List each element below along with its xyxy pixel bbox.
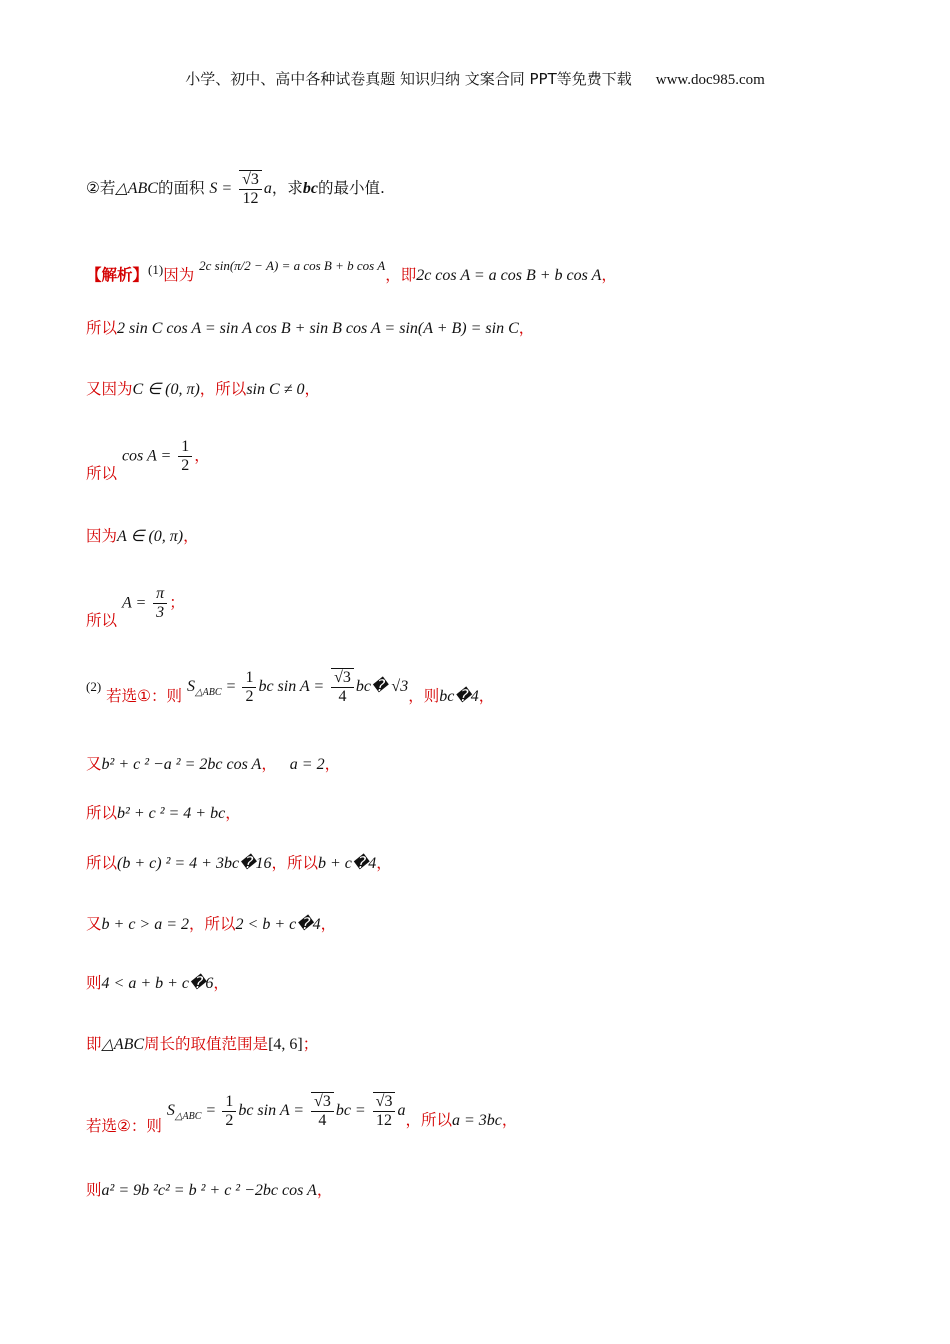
part2-line-6: 则4 < a + b + c�6， (86, 974, 229, 992)
solution-line-4: 所以 cos A = $\frac{1}{2}$ ， (86, 438, 210, 483)
part2-line-9: 则a² = 9b ²c² = b ² + c ² −2bc cos A， (86, 1181, 333, 1199)
part2-line-2: 又b² + c ² −a ² = 2bc cos A， a = 2， (86, 755, 341, 773)
solution-line-1: 【解析】$^{(1)}$因为 $^{2c sin(\pi/2 - A) = a cos B + b cos A}$，即2c cos A = a cos B + b cos A， (86, 258, 617, 284)
fraction: $\frac{√3}{12}$ (239, 170, 262, 208)
part2-line-4: 所以(b + c) ² = 4 + 3bc�16，所以b + c�4， (86, 854, 392, 872)
header-site: www.doc985.com (655, 72, 765, 88)
solution-line-2: 所以2 sin C cos A = sin A cos B + sin B cos A = sin(A + B) = sin C， (86, 319, 535, 337)
solution-line-5: 因为A ∈ (0, π)， (86, 527, 199, 545)
part2-line-1: (2) 若选①：则 $S_{\triangle ABC}$ = $\frac{1}{2}$ bc sin A = $\frac{√3}{4}$ bc� √3，则bc�4， (86, 668, 495, 705)
page-header (0, 68, 950, 89)
part2-line-3: 所以b² + c ² = 4 + bc， (86, 804, 241, 822)
question-2: ②若△ABC的面积 S = $\frac{√3}{12}$ a，求bc的最小值. (86, 171, 385, 207)
header-text: 小学、初中、高中各种试卷真题 知识归纳 文案合同 PPT等免费下载 (185, 70, 632, 88)
part2-line-5: 又b + c > a = 2，所以2 < b + c�4， (86, 915, 337, 933)
solution-line-6: 所以 A = $\frac{\pi}{3}$ ； (86, 585, 185, 630)
part2-line-8: 若选②：则 $S_{\triangle ABC}$ = $\frac{1}{2}$ bc sin A = $\frac{√3}{4}$ bc = $\frac{√3}{12}$ a，所以a = 3bc， (86, 1092, 518, 1135)
solution-line-3: 又因为C ∈ (0, π)，所以sin C ≠ 0， (86, 380, 320, 398)
part2-line-7: 即△ABC周长的取值范围是[4, 6]； (86, 1035, 319, 1053)
